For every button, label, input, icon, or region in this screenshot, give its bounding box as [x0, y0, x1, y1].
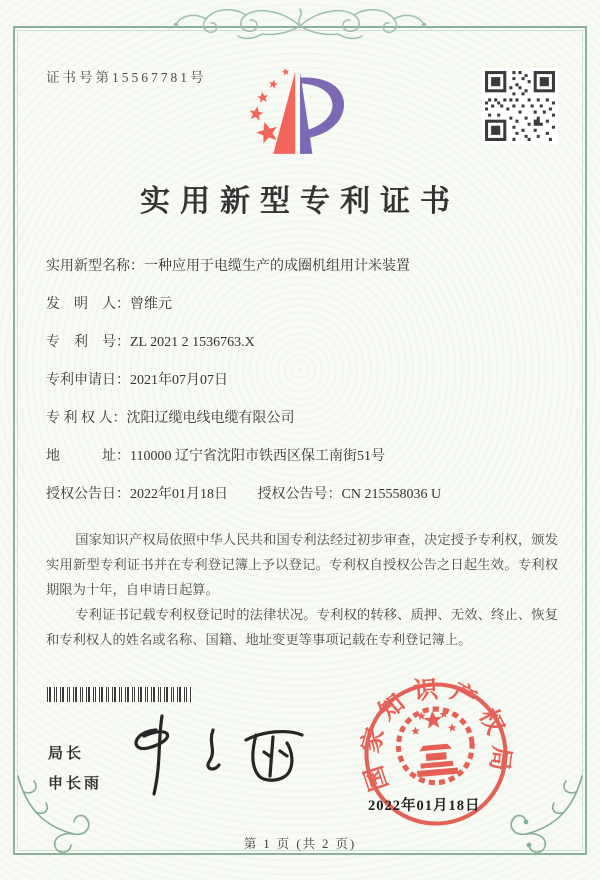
qr-code: [482, 68, 558, 144]
field-value: CN 215558036 U: [341, 487, 442, 502]
page-number: 第 1 页 (共 2 页): [243, 837, 357, 851]
field-value: 沈阳辽缆电线电缆有限公司: [126, 411, 295, 426]
field-value: 110000 辽宁省沈阳市铁西区保工南街51号: [130, 449, 385, 464]
field-row-address: [46, 446, 564, 468]
seal-text: 国家知识产权局: [357, 675, 515, 795]
field-label: 专 利 权 人：: [46, 411, 127, 426]
field-label: 实用新型名称：: [46, 259, 144, 274]
certificate-title: 实用新型专利证书: [140, 185, 460, 218]
field-value: ZL 2021 2 1536763.X: [130, 335, 255, 350]
cnipa-logo-icon: [238, 56, 362, 166]
field-value: 一种应用于电缆生产的成圈机组用计米装置: [144, 259, 410, 274]
field-row-filing-date: [46, 370, 564, 392]
field-value: 曾维元: [130, 297, 172, 312]
barcode: [47, 687, 192, 702]
field-label: 专 利 号：: [46, 335, 130, 350]
field-row-inventor: [46, 294, 564, 316]
field-value: 2021年07月07日: [130, 373, 228, 388]
svg-text:国家知识产权局: [349, 669, 518, 795]
director-name-label: 申长雨: [48, 775, 103, 792]
legal-paragraph-2: 专利证书记载专利权登记时的法律状况。专利权的转移、质押、无效、终止、恢复和专利权人的姓名或名称、国籍、地址变更等事项记载在专利登记簿上。: [46, 607, 558, 647]
field-value: 2022年01月18日: [130, 487, 228, 502]
field-label: 授权公告日：: [46, 487, 130, 502]
field-row-grant: [46, 484, 564, 506]
field-row-patentee: [46, 408, 564, 430]
director-signature: [116, 706, 334, 802]
certificate-number: 证书号第15567781号: [46, 70, 207, 85]
field-label: 专利申请日：: [46, 373, 130, 388]
legal-text: [46, 527, 558, 652]
field-row-patent-number: [46, 332, 564, 354]
certificate-fields: [46, 256, 564, 522]
field-row-name: [46, 256, 564, 278]
field-label: 地 址：: [46, 449, 130, 464]
field-label: 发 明 人：: [46, 297, 130, 312]
official-seal: [336, 654, 535, 853]
field-label: 授权公告号：: [257, 487, 342, 502]
seal-date: 2022年01月18日: [368, 798, 481, 814]
legal-paragraph-1: 国家知识产权局依照中华人民共和国专利法经过初步审查，决定授予专利权，颁发实用新型专利证书并在专利登记簿上予以登记。专利权自授权公告之日起生效。专利权期限为十年，自申请日起算。: [46, 532, 558, 597]
director-role-label: 局长: [48, 745, 85, 762]
